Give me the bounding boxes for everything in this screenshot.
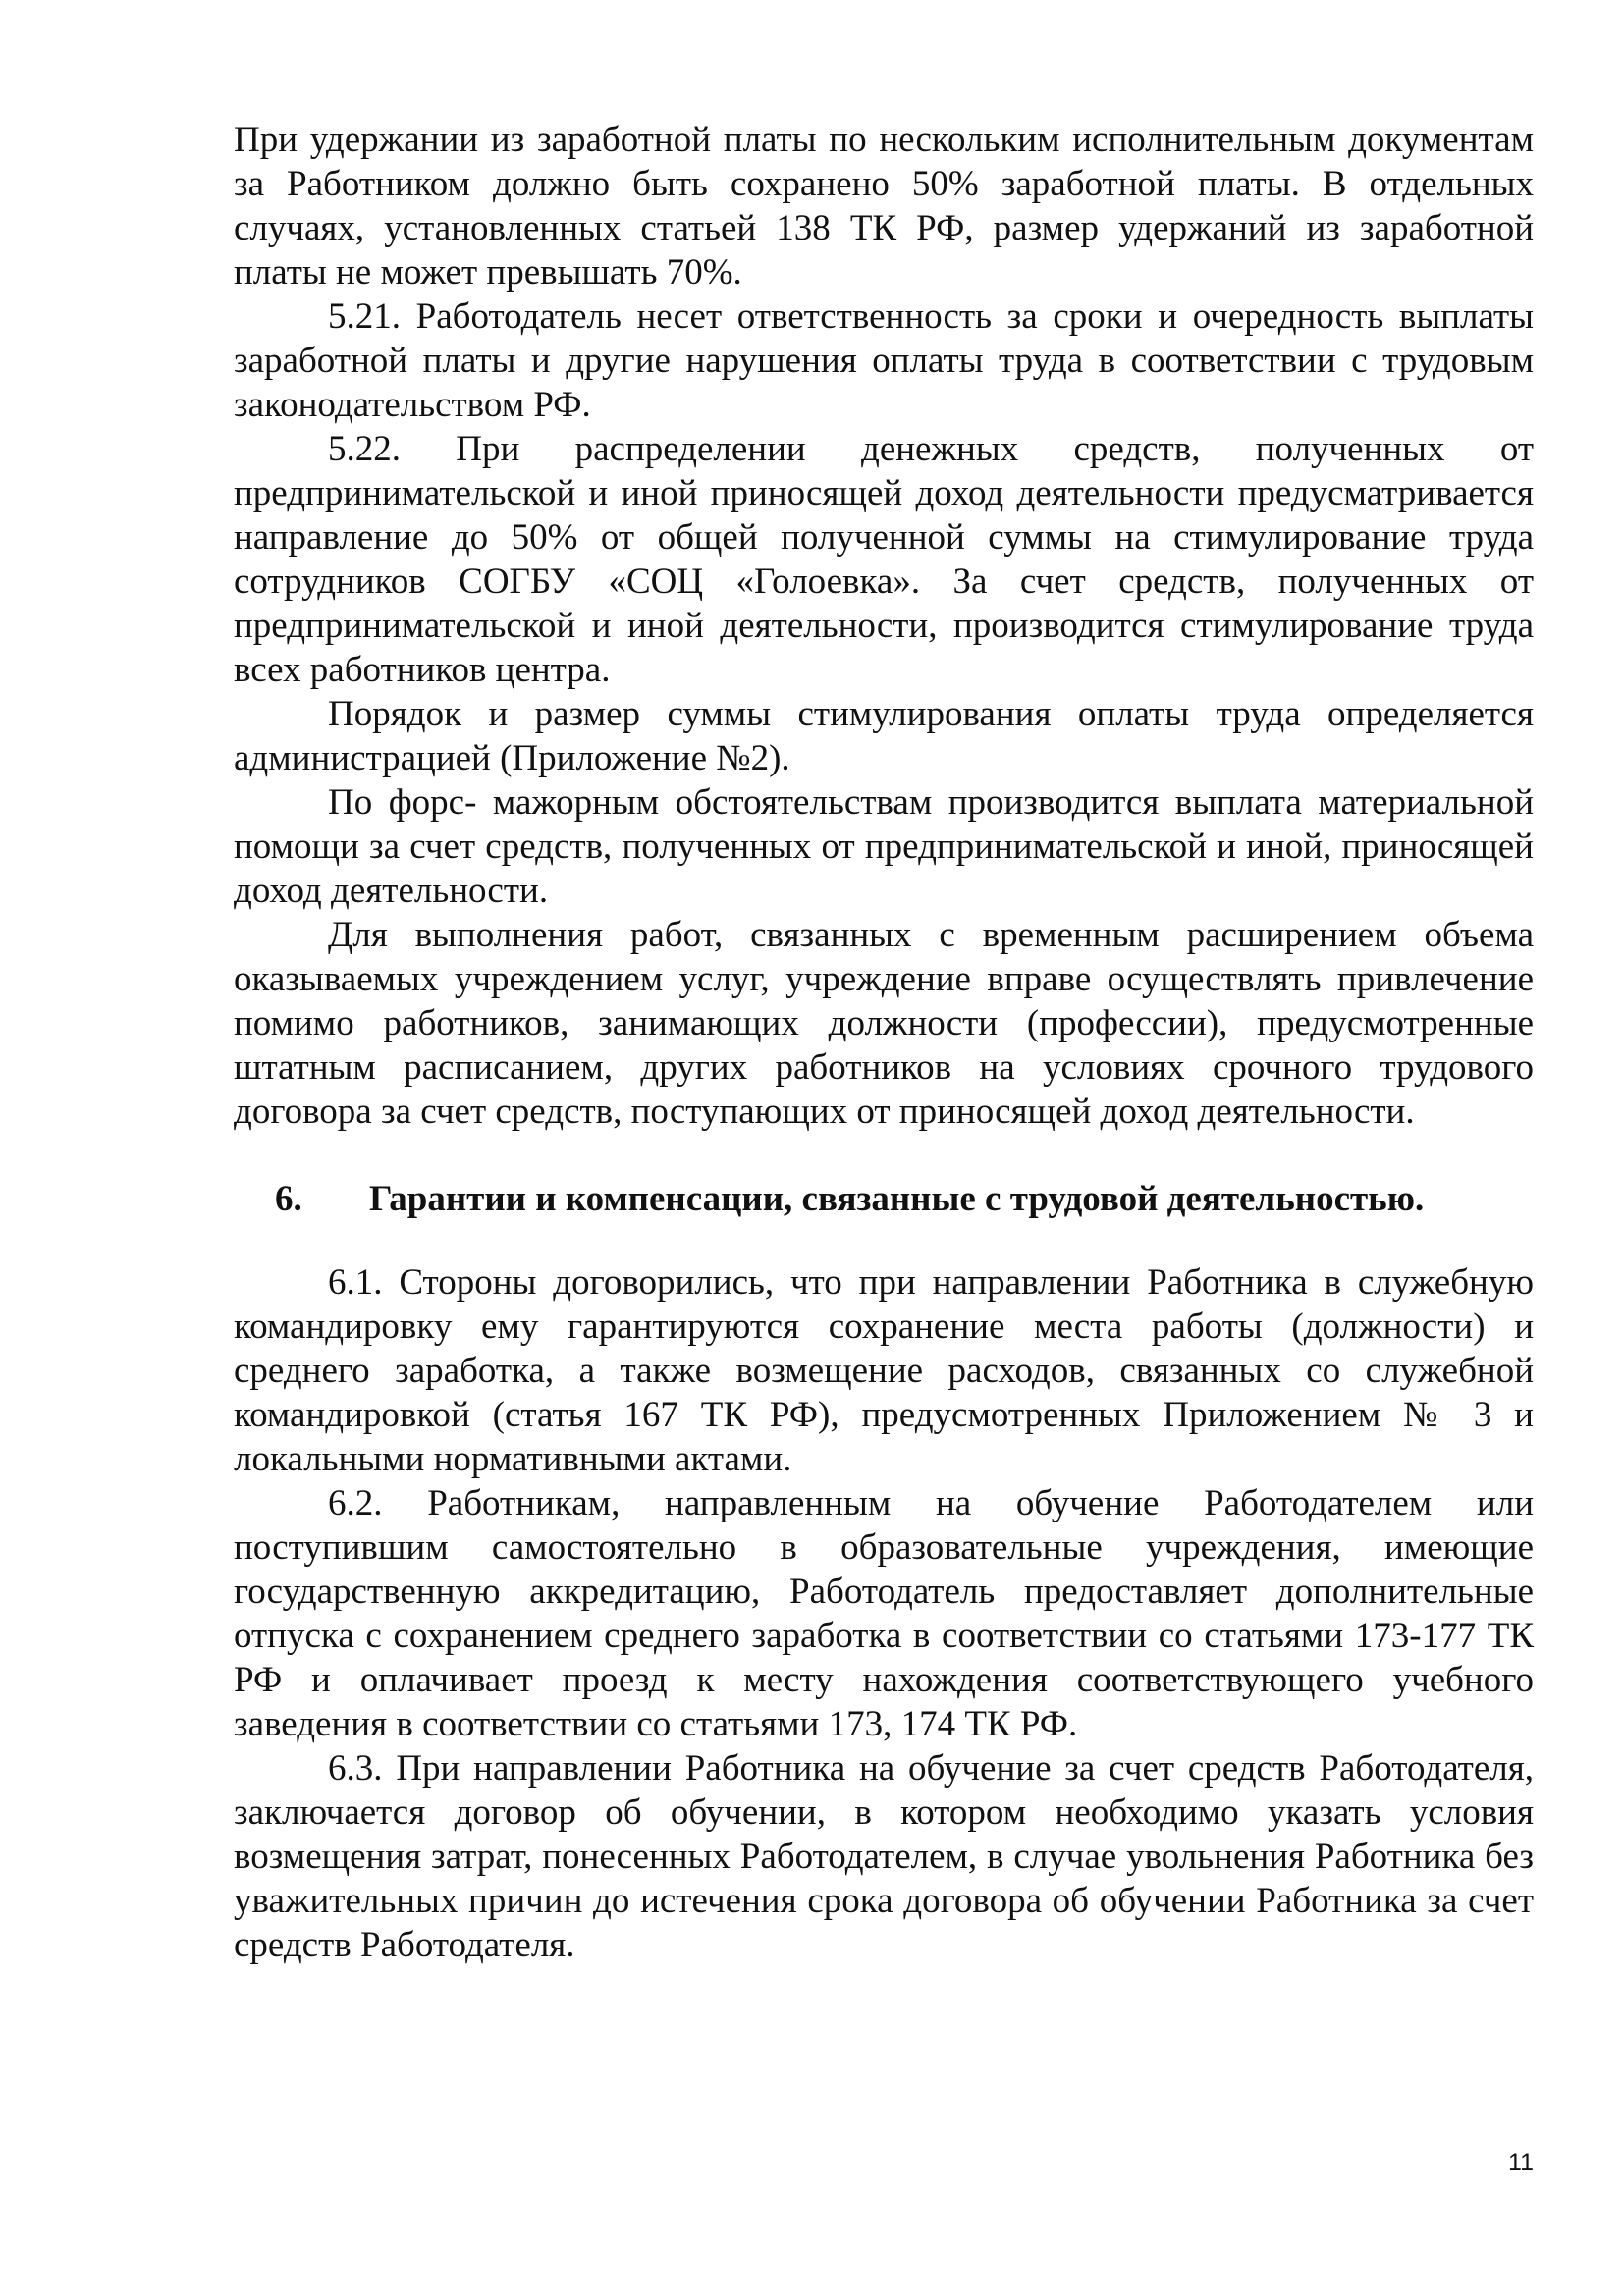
paragraph-6-2: 6.2. Работникам, направленным на обучение Работодателем или поступившим самостоятельно в образовательные учреждения, имеющие государственную аккредитацию, Работодатель предоставляет дополнительные отпуска с сохранением среднего заработка в соответствии со статьями 173-177 ТК РФ и оплачивает проезд к месту нахождения соответствующего учебного заведения в соответствии со статьями 173, 174 ТК РФ. [234, 1483, 1534, 1744]
paragraph-withholding-limits: При удержании из заработной платы по нескольким исполнительным документам за Работником должно быть сохранено 50% заработной платы. В отдельных случаях, установленных статьей 138 ТК РФ, размер удержаний из заработной платы не может превышать 70%. [234, 120, 1534, 293]
section-number: 6. [275, 1179, 302, 1219]
section-6-heading [234, 1177, 1534, 1221]
paragraph-temporary-workers: Для выполнения работ, связанных с временным расширением объема оказываемых учреждением услуг, учреждение вправе осуществлять привлечение помимо работников, занимающих должности (профессии), предусмотренные штатным расписанием, других работников на условиях срочного трудового договора за счет средств, поступающих от приносящей доход деятельности. [234, 915, 1534, 1132]
paragraph-5-22: 5.22. При распределении денежных средств, полученных от предпринимательской и иной приносящей доход деятельности предусматривается направление до 50% от общей полученной суммы на стимулирование труда сотрудников СОГБУ «СОЦ «Голоевка». За счет средств, полученных от предпринимательской и иной деятельности, производится стимулирование труда всех работников центра. [234, 429, 1534, 690]
paragraph-5-21: 5.21. Работодатель несет ответственность за сроки и очередность выплаты заработной платы и другие нарушения оплаты труда в соответствии с трудовым законодательством РФ. [234, 296, 1534, 425]
paragraph-force-majeure: По форс- мажорным обстоятельствам производится выплата материальной помощи за счет средств, полученных от предпринимательской и иной, приносящей доход деятельности. [234, 782, 1534, 911]
paragraph-6-3: 6.3. При направлении Работника на обучение за счет средств Работодателя, заключается договор об обучении, в котором необходимо указать условия возмещения затрат, понесенных Работодателем, в случае увольнения Работника без уважительных причин до истечения срока договора об обучении Работника за счет средств Работодателя. [234, 1748, 1534, 1965]
paragraph-6-1: 6.1. Стороны договорились, что при направлении Работника в служебную командировку ему гарантируются сохранение места работы (должности) и среднего заработка, а также возмещение расходов, связанных со служебной командировкой (статья 167 ТК РФ), предусмотренных Приложением № 3 и локальными нормативными актами. [234, 1262, 1534, 1479]
document-page [234, 118, 1534, 1967]
page-number: 11 [1508, 2149, 1534, 2176]
paragraph-stimulation-order: Порядок и размер суммы стимулирования оплаты труда определяется администрацией (Приложение №2). [234, 694, 1534, 778]
section-title: Гарантии и компенсации, связанные с трудовой деятельностью. [369, 1179, 1425, 1219]
